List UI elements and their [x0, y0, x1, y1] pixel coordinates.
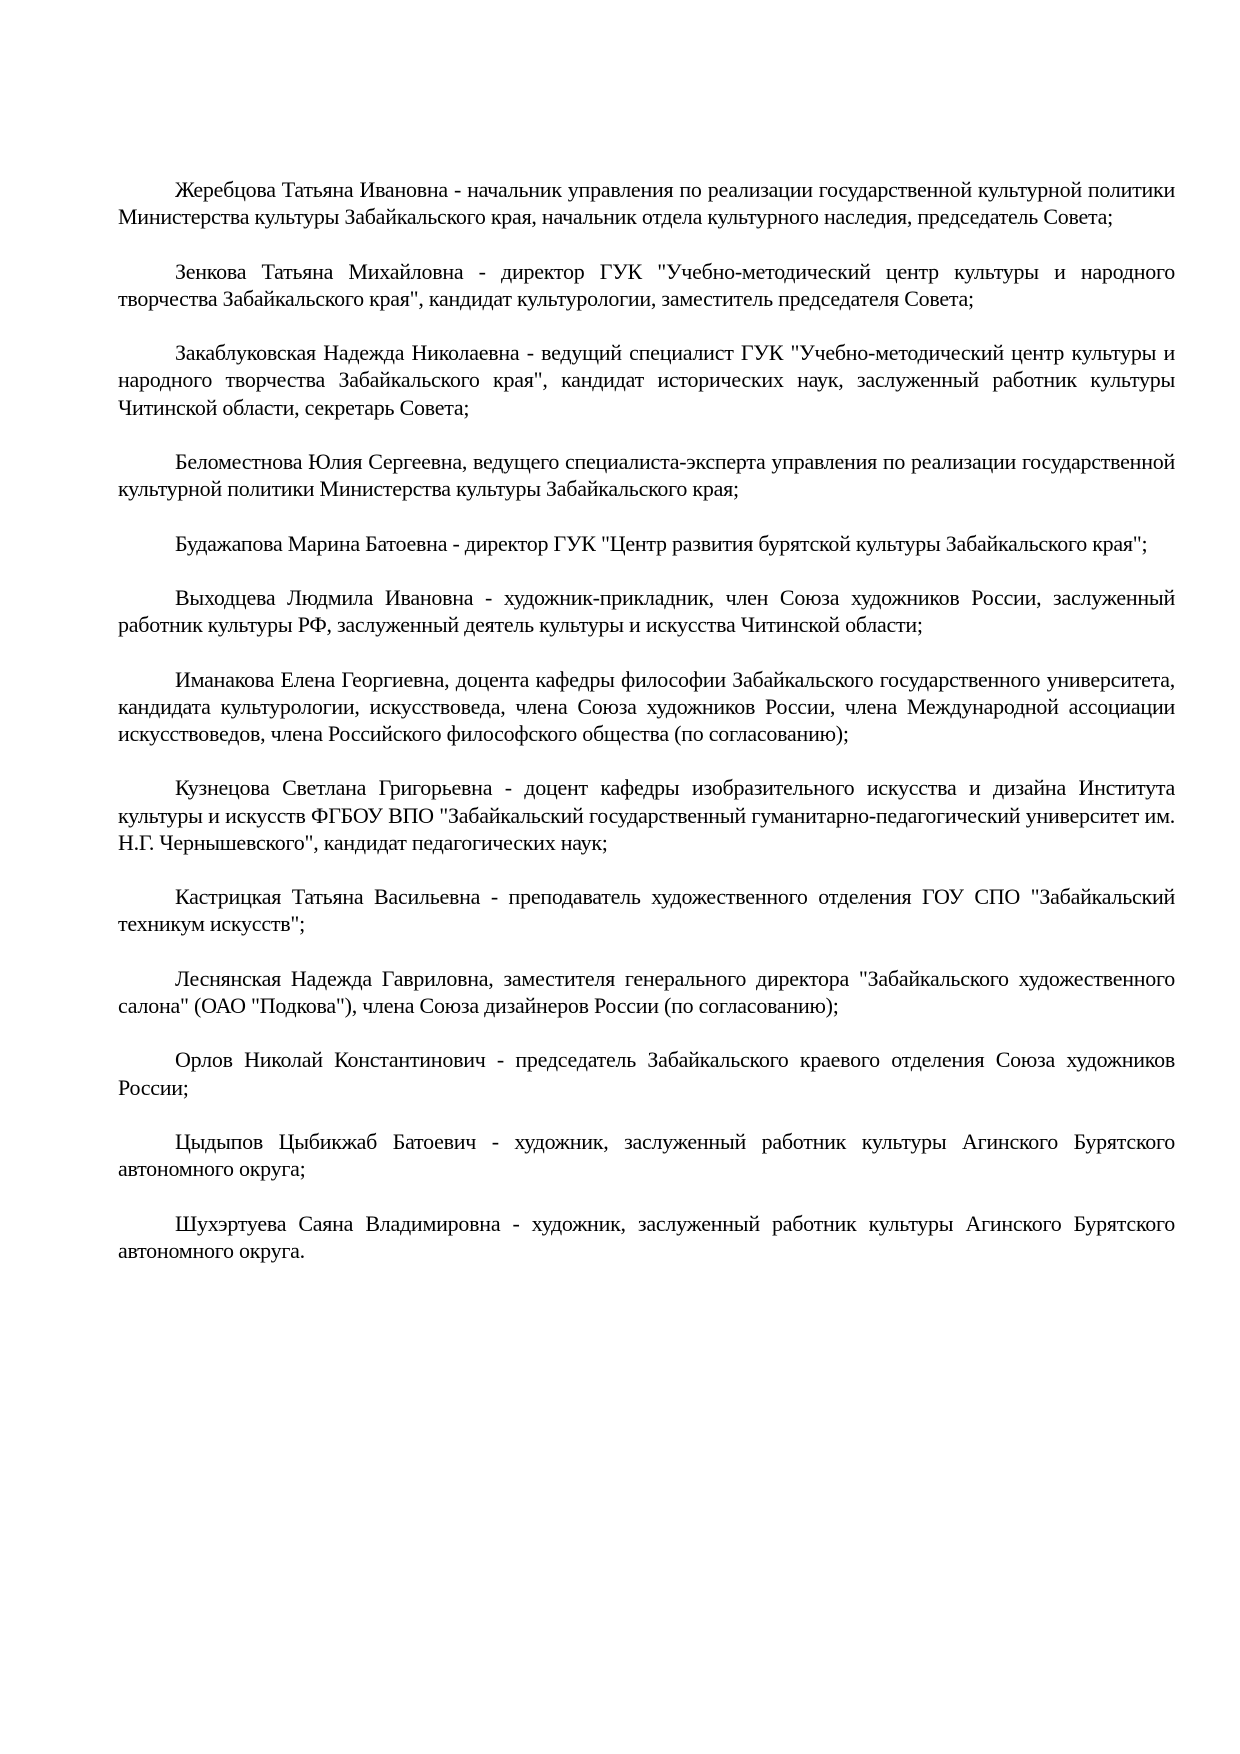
- member-paragraph: Зенкова Татьяна Михайловна - директор ГУК "Учебно-методический центр культуры и народного творчества Забайкальского края", кандидат культурологии, заместитель председателя Совета;: [118, 258, 1175, 311]
- member-paragraph: Беломестнова Юлия Сергеевна, ведущего специалиста-эксперта управления по реализации государственной культурной политики Министерства культуры Забайкальского края;: [118, 448, 1175, 502]
- member-paragraph: Леснянская Надежда Гавриловна, заместителя генерального директора "Забайкальского художественного салона" (ОАО "Подкова"), члена Союза дизайнеров России (по согласованию);: [118, 965, 1175, 1018]
- member-paragraph: Кузнецова Светлана Григорьевна - доцент кафедры изобразительного искусства и дизайна Института культуры и искусств ФГБОУ ВПО "Забайкальский государственный гуманитарно-педагогический университет им. Н.Г. Чернышевского", кандидат педагогических наук;: [118, 775, 1175, 855]
- member-paragraph: Иманакова Елена Георгиевна, доцента кафедры философии Забайкальского государственного университета, кандидата культурологии, искусствоведа, члена Союза художников России, члена Международной ассоциации искусствоведов, члена Российского философского общества (по согласованию);: [118, 666, 1175, 746]
- member-paragraph: Цыдыпов Цыбикжаб Батоевич - художник, заслуженный работник культуры Агинского Бурятского автономного округа;: [118, 1128, 1175, 1182]
- member-paragraph: Жеребцова Татьяна Ивановна - начальник управления по реализации государственной культурной политики Министерства культуры Забайкальского края, начальник отдела культурного наследия, председатель Совета;: [118, 177, 1175, 230]
- member-paragraph: Закаблуковская Надежда Николаевна - ведущий специалист ГУК "Учебно-методический центр культуры и народного творчества Забайкальского края", кандидат исторических наук, заслуженный работник культуры Читинской области, секретарь Совета;: [118, 340, 1175, 420]
- member-paragraph: Орлов Николай Константинович - председатель Забайкальского краевого отделения Союза художников России;: [118, 1047, 1175, 1100]
- member-paragraph: Будажапова Марина Батоевна - директор ГУК "Центр развития бурятской культуры Забайкальского края";: [175, 530, 1148, 556]
- member-paragraph: Шухэртуева Саяна Владимировна - художник, заслуженный работник культуры Агинского Бурятского автономного округа.: [118, 1210, 1175, 1263]
- document-page: [118, 176, 1175, 1264]
- member-paragraph: Кастрицкая Татьяна Васильевна - преподаватель художественного отделения ГОУ СПО "Забайкальский техникум искусств";: [118, 884, 1175, 937]
- member-paragraph: Выходцева Людмила Ивановна - художник-прикладник, член Союза художников России, заслуженный работник культуры РФ, заслуженный деятель культуры и искусства Читинской области;: [118, 584, 1175, 638]
